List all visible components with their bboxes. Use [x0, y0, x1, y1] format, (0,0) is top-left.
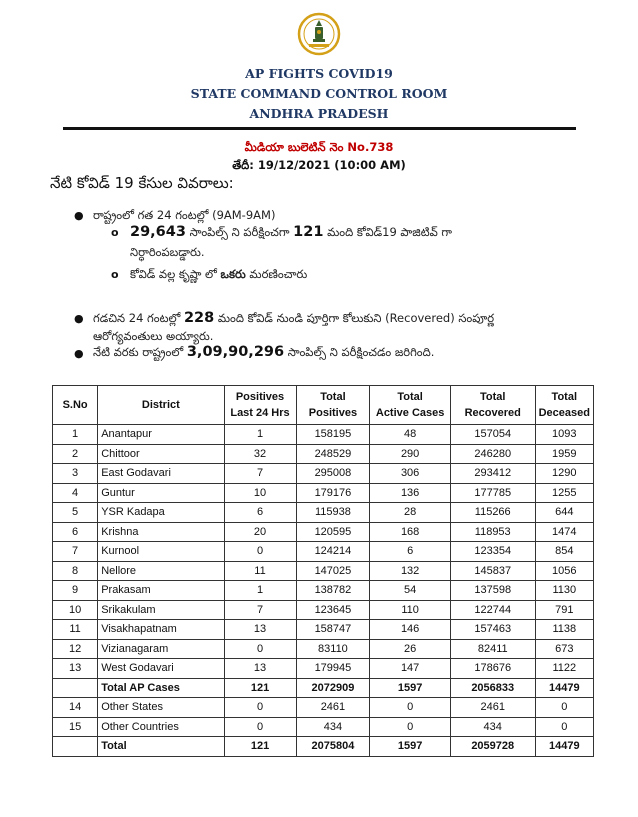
table-cell: 120595: [296, 522, 370, 542]
table-row: [53, 698, 594, 718]
table-cell: 122744: [450, 600, 535, 620]
table-row: [53, 717, 594, 737]
table-cell: 147: [370, 659, 451, 679]
col-header-active-cases: Total Active Cases: [370, 386, 451, 425]
col-header-positives-24h: Positives Last 24 Hrs: [224, 386, 296, 425]
col-header-recovered: Total Recovered: [450, 386, 535, 425]
header-line-1: AP FIGHTS COVID19: [245, 66, 393, 81]
table-cell: 146: [370, 620, 451, 640]
table-cell: Kurnool: [98, 542, 224, 562]
table-cell: 121: [224, 737, 296, 757]
table-cell: 12: [53, 639, 98, 659]
table-cell: 177785: [450, 483, 535, 503]
table-cell: 15: [53, 717, 98, 737]
table-cell: Anantapur: [98, 425, 224, 445]
table-cell: 0: [224, 542, 296, 562]
table-row: [53, 503, 594, 523]
page-heading: నేటి కోవిడ్ 19 కేసుల వివరాలు:: [50, 174, 234, 192]
table-row: [53, 425, 594, 445]
table-cell: 4: [53, 483, 98, 503]
table-cell: [53, 737, 98, 757]
table-cell: Total AP Cases: [98, 678, 224, 698]
table-cell: East Godavari: [98, 464, 224, 484]
col-header-sno: S.No: [53, 386, 98, 425]
table-cell: Prakasam: [98, 581, 224, 601]
table-cell: 0: [370, 717, 451, 737]
table-cell: 20: [224, 522, 296, 542]
ap-state-emblem: [297, 8, 341, 60]
table-cell: 1093: [535, 425, 593, 445]
table-cell: 8: [53, 561, 98, 581]
table-cell: 83110: [296, 639, 370, 659]
table-cell: 168: [370, 522, 451, 542]
table-cell: 1: [224, 425, 296, 445]
table-cell: 132: [370, 561, 451, 581]
table-cell: 158195: [296, 425, 370, 445]
bulletin-date: తేదీ: 19/12/2021 (10:00 AM): [232, 158, 406, 172]
table-cell: 26: [370, 639, 451, 659]
table-cell: 32: [224, 444, 296, 464]
table-cell: 5: [53, 503, 98, 523]
table-cell: 246280: [450, 444, 535, 464]
district-cases-table: [52, 385, 594, 757]
col-header-deceased: Total Deceased: [535, 386, 593, 425]
table-cell: 1056: [535, 561, 593, 581]
table-cell: 145837: [450, 561, 535, 581]
table-row: [53, 444, 594, 464]
table-row: [53, 483, 594, 503]
table-cell: 157463: [450, 620, 535, 640]
table-cell: 121: [224, 678, 296, 698]
table-cell: 0: [535, 698, 593, 718]
table-cell: 3: [53, 464, 98, 484]
table-cell: 434: [296, 717, 370, 737]
table-cell: 136: [370, 483, 451, 503]
bullet-dot: ●: [74, 347, 84, 360]
table-cell: 13: [224, 620, 296, 640]
summary-subitem-2: కోవిడ్ వల్ల కృష్ణా లో ఒకరు మరణించారు: [130, 267, 308, 281]
table-cell: 138782: [296, 581, 370, 601]
table-cell: 123354: [450, 542, 535, 562]
table-cell: Nellore: [98, 561, 224, 581]
table-row: [53, 737, 594, 757]
col-header-district: District: [98, 386, 224, 425]
summary-item-1: రాష్ట్రంలో గత 24 గంటల్లో (9AM-9AM): [93, 208, 276, 222]
table-cell: 290: [370, 444, 451, 464]
table-cell: 54: [370, 581, 451, 601]
table-cell: 110: [370, 600, 451, 620]
bulletin-title: మీడియా బులెటిన్ నెం No.738: [244, 140, 394, 154]
table-cell: 2461: [296, 698, 370, 718]
table-cell: 0: [224, 698, 296, 718]
table-row: [53, 542, 594, 562]
table-cell: 6: [224, 503, 296, 523]
table-cell: 13: [53, 659, 98, 679]
table-cell: 0: [370, 698, 451, 718]
table-cell: 2075804: [296, 737, 370, 757]
table-cell: 644: [535, 503, 593, 523]
table-cell: 10: [224, 483, 296, 503]
table-cell: 124214: [296, 542, 370, 562]
table-cell: Krishna: [98, 522, 224, 542]
table-cell: 11: [224, 561, 296, 581]
table-cell: 9: [53, 581, 98, 601]
table-row: [53, 581, 594, 601]
table-cell: 157054: [450, 425, 535, 445]
table-cell: 178676: [450, 659, 535, 679]
table-cell: 1: [224, 581, 296, 601]
table-cell: 434: [450, 717, 535, 737]
table-header-row: [53, 386, 594, 425]
table-cell: 1474: [535, 522, 593, 542]
table-cell: Srikakulam: [98, 600, 224, 620]
table-cell: 10: [53, 600, 98, 620]
table-cell: 7: [224, 464, 296, 484]
table-cell: 0: [224, 717, 296, 737]
recovered-24h: 228: [183, 310, 215, 326]
table-cell: 147025: [296, 561, 370, 581]
table-cell: 123645: [296, 600, 370, 620]
table-cell: Guntur: [98, 483, 224, 503]
table-cell: 2: [53, 444, 98, 464]
table-cell: 293412: [450, 464, 535, 484]
table-cell: 306: [370, 464, 451, 484]
summary-item-3: నేటి వరకు రాష్ట్రంలో 3,09,90,296 సాంపిల్స్ ని పరీక్షించడం జరిగింది.: [93, 344, 435, 360]
bullet-dot: ●: [74, 209, 84, 222]
table-cell: 248529: [296, 444, 370, 464]
table-cell: 137598: [450, 581, 535, 601]
table-cell: 1597: [370, 678, 451, 698]
table-cell: 13: [224, 659, 296, 679]
table-cell: 118953: [450, 522, 535, 542]
table-cell: 115266: [450, 503, 535, 523]
table-cell: Vizianagaram: [98, 639, 224, 659]
col-header-total-positives: Total Positives: [296, 386, 370, 425]
table-cell: 295008: [296, 464, 370, 484]
sub-bullet-circle: o: [111, 226, 119, 239]
table-row: [53, 659, 594, 679]
table-cell: 48: [370, 425, 451, 445]
table-row: [53, 522, 594, 542]
bullet-dot: ●: [74, 312, 84, 325]
header-divider: [63, 127, 576, 130]
table-cell: 1959: [535, 444, 593, 464]
samples-tested-24h: 29,643: [130, 224, 186, 240]
table-cell: 2056833: [450, 678, 535, 698]
table-cell: Other States: [98, 698, 224, 718]
table-row: [53, 639, 594, 659]
table-cell: 1290: [535, 464, 593, 484]
table-cell: 2461: [450, 698, 535, 718]
table-cell: 1138: [535, 620, 593, 640]
table-cell: 6: [53, 522, 98, 542]
table-cell: 11: [53, 620, 98, 640]
table-cell: 1122: [535, 659, 593, 679]
table-row: [53, 600, 594, 620]
table-cell: 1597: [370, 737, 451, 757]
positives-24h: 121: [293, 224, 324, 240]
table-cell: 7: [224, 600, 296, 620]
table-cell: West Godavari: [98, 659, 224, 679]
table-cell: 2059728: [450, 737, 535, 757]
table-cell: 6: [370, 542, 451, 562]
table-cell: Total: [98, 737, 224, 757]
table-cell: Visakhapatnam: [98, 620, 224, 640]
table-cell: 82411: [450, 639, 535, 659]
table-cell: 14479: [535, 678, 593, 698]
table-cell: 1: [53, 425, 98, 445]
table-cell: 854: [535, 542, 593, 562]
table-cell: YSR Kadapa: [98, 503, 224, 523]
table-cell: 179176: [296, 483, 370, 503]
table-cell: 14: [53, 698, 98, 718]
table-cell: 2072909: [296, 678, 370, 698]
table-cell: 673: [535, 639, 593, 659]
table-cell: 14479: [535, 737, 593, 757]
table-row: [53, 561, 594, 581]
sub-bullet-circle: o: [111, 268, 119, 281]
table-cell: 158747: [296, 620, 370, 640]
table-cell: 115938: [296, 503, 370, 523]
table-cell: 0: [535, 717, 593, 737]
table-row: [53, 464, 594, 484]
summary-subitem-1: 29,643 సాంపిల్స్ ని పరీక్షించగా 121 మంది కోవిడ్19 పాజిటివ్ గా: [130, 224, 452, 240]
table-cell: Other Countries: [98, 717, 224, 737]
header-line-3: ANDHRA PRADESH: [249, 106, 389, 121]
table-cell: 179945: [296, 659, 370, 679]
table-cell: 7: [53, 542, 98, 562]
table-cell: 1130: [535, 581, 593, 601]
table-cell: Chittoor: [98, 444, 224, 464]
table-cell: [53, 678, 98, 698]
summary-item-2: గడచిన 24 గంటల్లో 228 మంది కోవిడ్ నుండి పూర్తిగా కోలుకుని (Recovered) సంపూర్ణ: [93, 310, 495, 326]
header-line-2: STATE COMMAND CONTROL ROOM: [190, 86, 448, 101]
total-samples-tested: 3,09,90,296: [186, 344, 285, 360]
table-cell: 28: [370, 503, 451, 523]
table-cell: 1255: [535, 483, 593, 503]
table-cell: 791: [535, 600, 593, 620]
table-row: [53, 620, 594, 640]
table-row: [53, 678, 594, 698]
table-cell: 0: [224, 639, 296, 659]
